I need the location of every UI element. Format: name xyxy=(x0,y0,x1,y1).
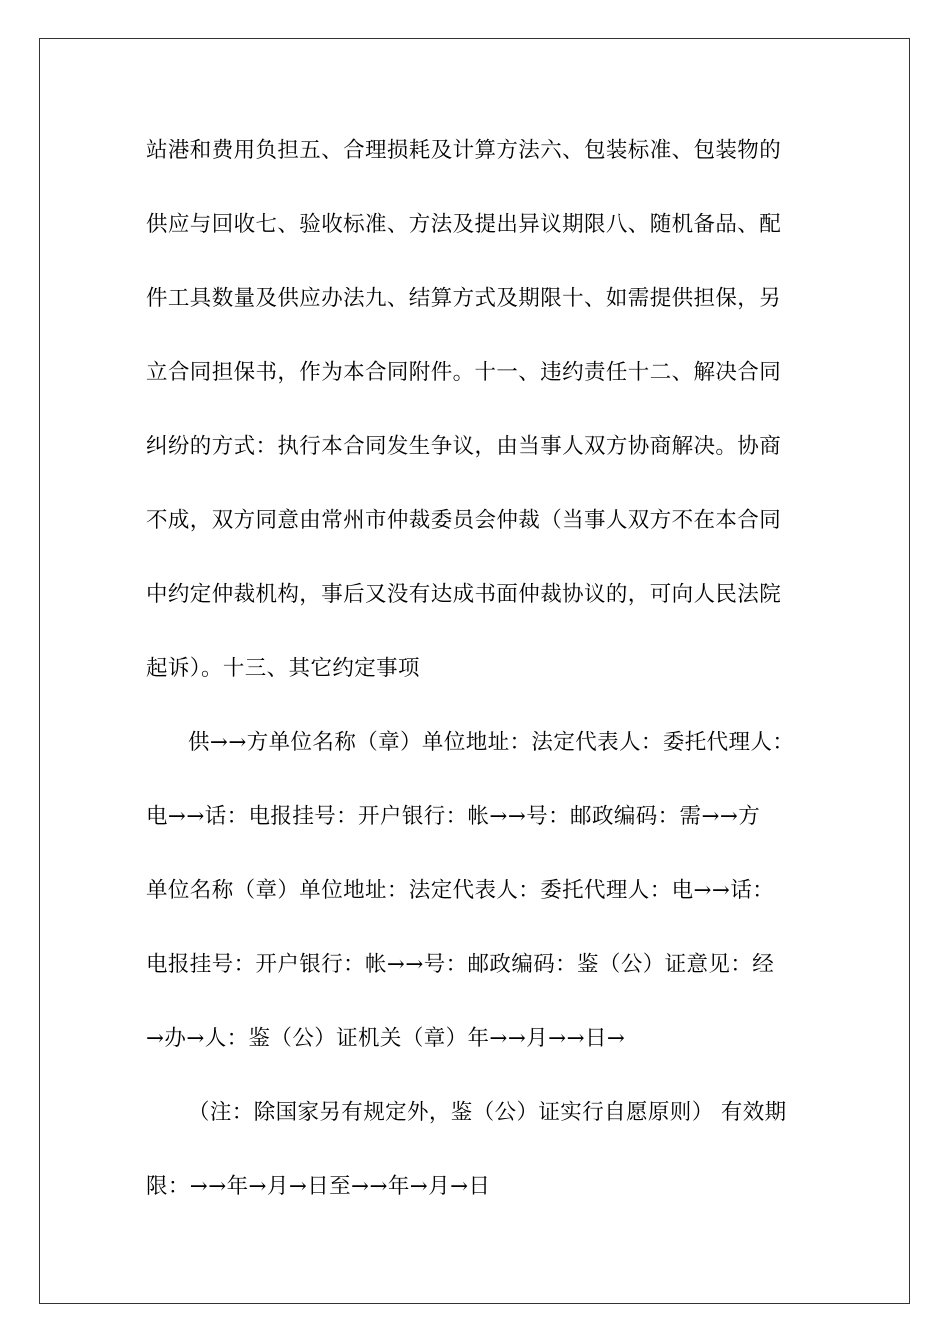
signature-block-line: 单位名称（章）单位地址：法定代表人：委托代理人：电→→话： xyxy=(146,878,775,903)
text-line: 立合同担保书，作为本合同附件。十一、违约责任十二、解决合同 xyxy=(146,360,782,385)
signature-block-line: 电报挂号：开户银行：帐→→号：邮政编码：鉴（公）证意见：经 xyxy=(146,952,775,977)
note-line: （注：除国家另有规定外，鉴（公）证实行自愿原则） 有效期 xyxy=(188,1100,787,1125)
text-line: 不成，双方同意由常州市仲裁委员会仲裁（当事人双方不在本合同 xyxy=(146,508,782,533)
signature-block-line: →办→人：鉴（公）证机关（章）年→→月→→日→ xyxy=(146,1026,626,1051)
text-line: 供应与回收七、验收标准、方法及提出异议期限八、随机备品、配 xyxy=(146,212,782,237)
text-line: 起诉）。十三、其它约定事项 xyxy=(146,656,420,681)
text-line: 件工具数量及供应办法九、结算方式及期限十、如需提供担保，另 xyxy=(146,286,782,311)
text-line: 站港和费用负担五、合理损耗及计算方法六、包装标准、包装物的 xyxy=(146,138,782,163)
text-line: 纠纷的方式：执行本合同发生争议，由当事人双方协商解决。协商 xyxy=(146,434,782,459)
document-body xyxy=(146,126,806,1236)
signature-block-line: 电→→话：电报挂号：开户银行：帐→→号：邮政编码：需→→方 xyxy=(146,804,761,829)
text-line: 中约定仲裁机构，事后又没有达成书面仲裁协议的，可向人民法院 xyxy=(146,582,782,607)
signature-block-line: 供→→方单位名称（章）单位地址：法定代表人：委托代理人： xyxy=(188,730,795,755)
validity-line: 限：→→年→月→日至→→年→月→日 xyxy=(146,1174,491,1199)
